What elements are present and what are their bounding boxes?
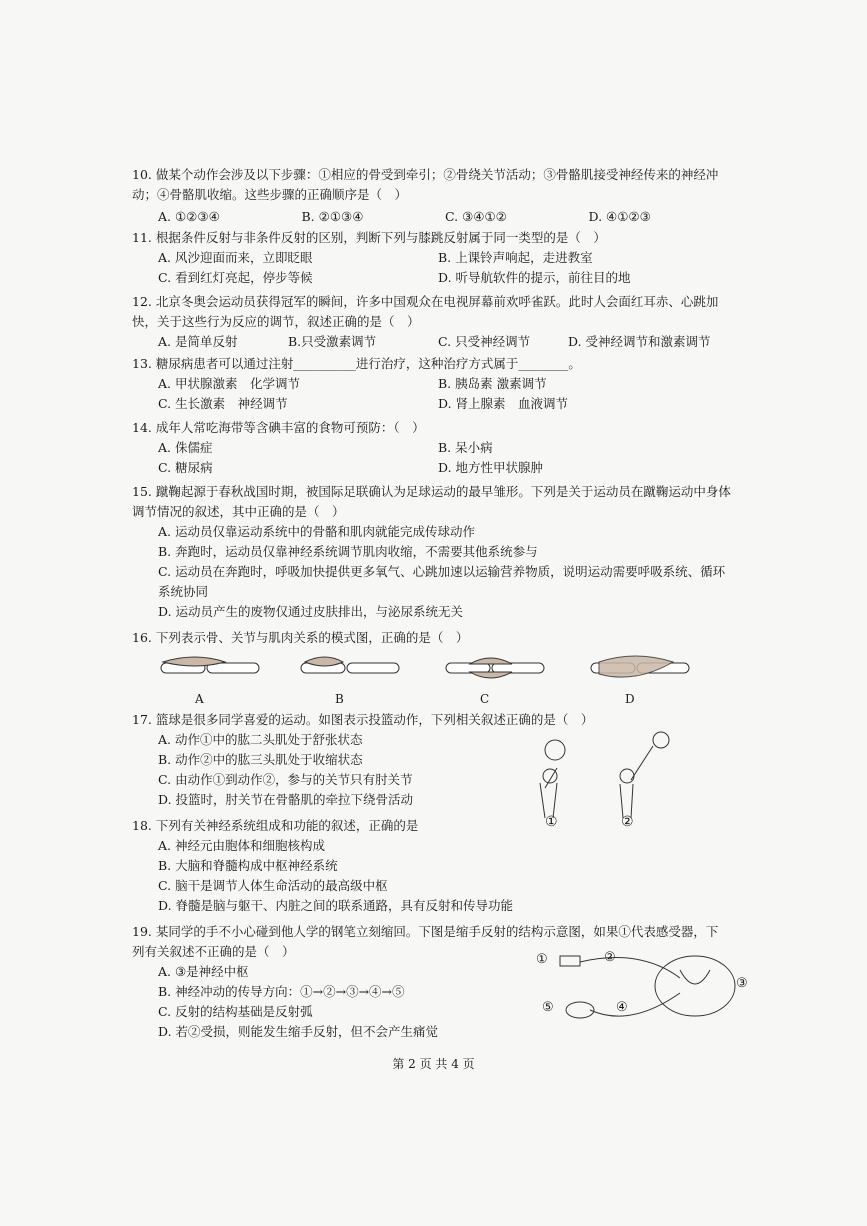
option-a: A. ③是神经中枢 xyxy=(158,964,249,979)
q16-figures xyxy=(150,650,710,710)
figure-label-d: D xyxy=(625,692,635,706)
page-footer: 第 2 页 共 4 页 xyxy=(392,1057,475,1071)
question-stem: 18. 下列有关神经系统组成和功能的叙述，正确的是 xyxy=(132,818,419,833)
options xyxy=(158,374,732,414)
figure-b xyxy=(295,650,415,706)
option-b: B. 神经冲动的传导方向：①→②→③→④→⑤ xyxy=(158,984,405,999)
bone-muscle-diagram-d xyxy=(585,650,695,686)
option-c: C. 脑干是调节人体生命活动的最高级中枢 xyxy=(158,878,388,893)
option-d: D. 肾上腺素 血液调节 xyxy=(438,396,569,411)
option-a: A. 甲状腺激素 化学调节 xyxy=(158,376,300,391)
question-11 xyxy=(132,228,732,288)
question-stem: 12. 北京冬奥会运动员获得冠军的瞬间，许多中国观众在电视屏幕前欢呼雀跃。此时人会面红耳赤、心跳加快，关于这些行为反应的调节，叙述正确的是（ ） xyxy=(132,294,719,329)
option-a: A. 动作①中的肱二头肌处于舒张状态 xyxy=(158,732,363,747)
question-16 xyxy=(132,628,732,648)
option-a: A. 神经元由胞体和细胞核构成 xyxy=(158,838,325,853)
option-b: B. 动作②中的肱三头肌处于收缩状态 xyxy=(158,752,363,767)
label-receptor: ① xyxy=(536,952,548,967)
option-d: D. 受神经调节和激素调节 xyxy=(568,334,711,349)
option-a: A. 风沙迎面而来，立即眨眼 xyxy=(158,250,313,265)
label-efferent: ④ xyxy=(616,1000,628,1015)
options xyxy=(158,438,732,478)
option-c: C. 看到红灯亮起，停步等候 xyxy=(158,270,313,285)
option-c: C. 反射的结构基础是反射弧 xyxy=(158,1004,313,1019)
option-b: B. 上课铃声响起，走进教室 xyxy=(438,250,593,265)
option-d: D. 运动员产生的废物仅通过皮肤排出，与泌尿系统无关 xyxy=(158,604,464,619)
option-d: D. 脊髓是脑与躯干、内脏之间的联系通路，具有反射和传导功能 xyxy=(158,898,514,913)
question-stem: 13. 糖尿病患者可以通过注射__________进行治疗，这种治疗方式属于________。 xyxy=(132,356,581,371)
question-stem: 19. 某同学的手不小心碰到他人学的钢笔立刻缩回。下图是缩手反射的结构示意图，如果①代表感受器，下列有关叙述不正确的是（ ） xyxy=(132,924,719,959)
option-c: C. 糖尿病 xyxy=(158,460,213,475)
options xyxy=(158,248,732,288)
figure-label-a: A xyxy=(195,692,204,706)
option-c: C. 生长激素 神经调节 xyxy=(158,396,288,411)
question-10 xyxy=(132,165,732,227)
option-a: A. 运动员仅靠运动系统中的骨骼和肌肉就能完成传球动作 xyxy=(158,524,475,539)
option-a: A. 侏儒症 xyxy=(158,440,213,455)
label-afferent: ② xyxy=(604,950,616,965)
figure-label-b: B xyxy=(335,692,344,706)
question-18 xyxy=(132,816,732,916)
label-center: ③ xyxy=(736,976,748,991)
options xyxy=(158,332,732,352)
label-effector: ⑤ xyxy=(542,1000,554,1015)
options xyxy=(158,207,732,227)
option-d: D. 若②受损，则能发生缩手反射，但不会产生痛觉 xyxy=(158,1024,439,1039)
question-14 xyxy=(132,418,732,478)
option-a: A. ①②③④ xyxy=(158,209,220,224)
bone-muscle-diagram-b xyxy=(295,650,405,686)
figure-d xyxy=(585,650,705,706)
option-b: B.只受激素调节 xyxy=(288,334,377,349)
question-13 xyxy=(132,354,732,414)
option-b: B. ②①③④ xyxy=(301,209,364,224)
option-c: C. 由动作①到动作②，参与的关节只有肘关节 xyxy=(158,772,413,787)
reflex-arc-diagram xyxy=(530,948,760,1034)
option-d: D. ④①②③ xyxy=(588,209,651,224)
option-a: A. 是简单反射 xyxy=(158,334,238,349)
question-12 xyxy=(132,292,732,352)
option-d: D. 听导航软件的提示，前往目的地 xyxy=(438,270,631,285)
option-c: C. 只受神经调节 xyxy=(438,334,531,349)
option-d: D. 投篮时，肘关节在骨骼肌的牵拉下绕骨活动 xyxy=(158,792,414,807)
option-c: C. ③④①② xyxy=(445,209,507,224)
option-c: C. 运动员在奔跑时，呼吸加快提供更多氧气、心跳加速以运输营养物质，说明运动需要呼吸系统、循环系统协同 xyxy=(158,564,726,599)
question-stem: 16. 下列表示骨、关节与肌肉关系的模式图，正确的是（ ） xyxy=(132,630,469,645)
option-d: D. 地方性甲状腺肿 xyxy=(438,460,544,475)
question-15 xyxy=(132,482,732,622)
figure-label-c: C xyxy=(480,692,490,706)
figure-label-1: ① xyxy=(545,814,558,830)
question-stem: 14. 成年人常吃海带等含碘丰富的食物可预防：（ ） xyxy=(132,420,425,435)
option-b: B. 奔跑时，运动员仅靠神经系统调节肌肉收缩，不需要其他系统参与 xyxy=(158,544,538,559)
question-stem: 17. 篮球是很多同学喜爱的运动。如图表示投篮动作，下列相关叙述正确的是（ ） xyxy=(132,712,594,727)
bone-muscle-diagram-c xyxy=(440,650,550,686)
bone-muscle-diagram-a xyxy=(155,650,265,686)
question-stem: 11. 根据条件反射与非条件反射的区别，判断下列与膝跳反射属于同一类型的是（ ） xyxy=(132,230,606,245)
option-b: B. 大脑和脊髓构成中枢神经系统 xyxy=(158,858,338,873)
option-b: B. 呆小病 xyxy=(438,440,493,455)
figure-label-2: ② xyxy=(621,814,634,830)
reflex-arc-figure xyxy=(530,948,760,1034)
question-stem: 10. 做某个动作会涉及以下步骤：①相应的骨受到牵引；②骨绕关节活动；③骨骼肌接受神经传来的神经冲动；④骨骼肌收缩。这些步骤的正确顺序是（ ） xyxy=(132,167,719,202)
option-b: B. 胰岛素 激素调节 xyxy=(438,376,547,391)
question-stem: 15. 蹴鞠起源于春秋战国时期，被国际足联确认为足球运动的最早雏形。下列是关于运动员在蹴鞠运动中身体调节情况的叙述，其中正确的是（ ） xyxy=(132,484,731,519)
figure-c xyxy=(440,650,560,706)
figure-a xyxy=(155,650,275,706)
